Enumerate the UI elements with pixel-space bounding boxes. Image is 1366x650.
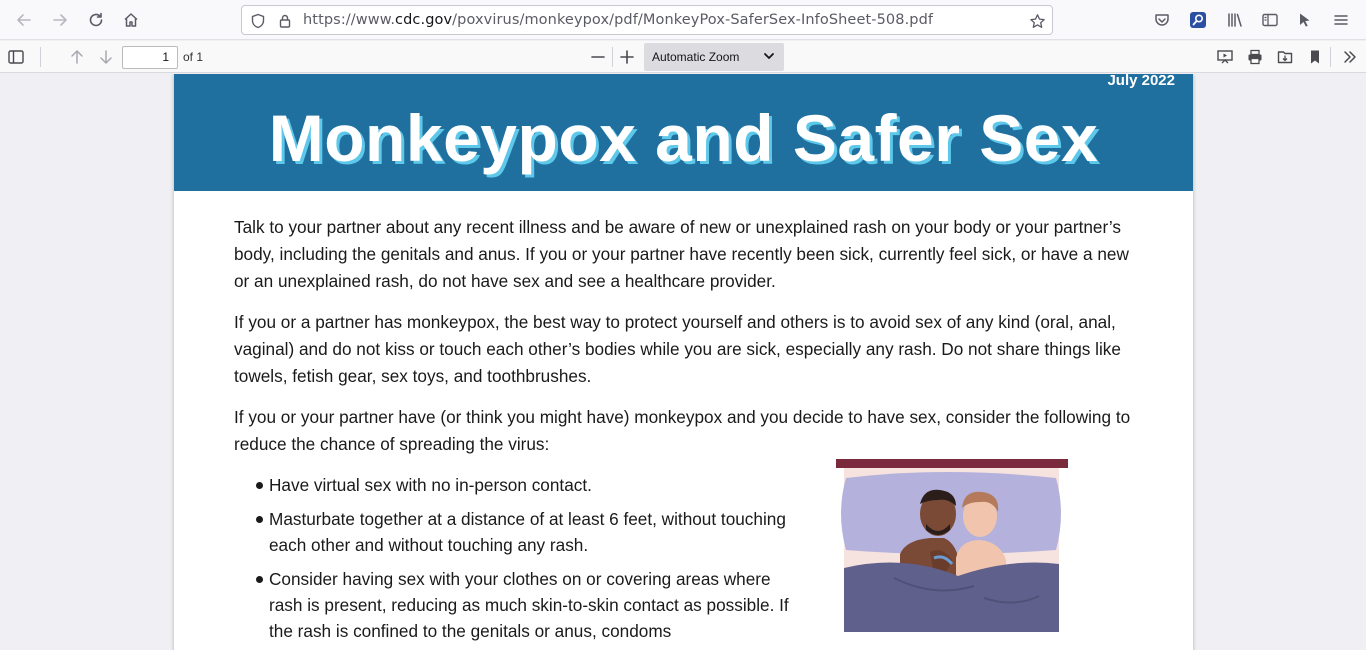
toolbar-separator	[1330, 47, 1331, 67]
zoom-select[interactable]	[644, 43, 784, 71]
list-item: Consider having sex with your clothes on or covering areas where rash is present, reducing as much skin-to-skin contact as possible. If the rash is confined to the genitals or anus, condoms	[254, 566, 794, 645]
url-prefix: https://www.	[303, 12, 396, 28]
couple-in-bed-illustration	[834, 458, 1070, 632]
browser-navbar	[0, 0, 1366, 40]
page-number-input[interactable]: 1	[122, 46, 178, 69]
title-banner	[174, 74, 1193, 191]
list-item: Have virtual sex with no in-person contact.	[254, 472, 794, 498]
pdf-sidebar-toggle-icon[interactable]	[5, 46, 27, 68]
cursor-pointer-icon[interactable]	[1293, 8, 1317, 32]
toolbar-separator	[612, 47, 613, 67]
zoom-in-icon[interactable]	[616, 46, 638, 68]
page-count-label: of 1	[183, 50, 204, 64]
library-icon[interactable]	[1223, 8, 1247, 32]
presentation-mode-icon[interactable]	[1214, 46, 1236, 68]
paragraph-3: If you or your partner have (or think you might have) monkeypox and you decide to have sex, consider the following to reduce the chance of spreading the virus:	[234, 407, 1131, 454]
zoom-select-label: Automatic Zoom	[652, 50, 740, 64]
previous-page-icon[interactable]	[66, 46, 88, 68]
next-page-icon[interactable]	[95, 46, 117, 68]
forward-arrow-icon[interactable]	[48, 8, 72, 32]
list-item: Masturbate together at a distance of at least 6 feet, without touching each other and without touching any rash.	[254, 506, 794, 559]
reload-icon[interactable]	[84, 8, 108, 32]
zoom-out-icon[interactable]	[587, 46, 609, 68]
chevron-down-icon	[763, 50, 775, 65]
home-icon[interactable]	[119, 8, 143, 32]
document-title: Monkeypox and Safer Sex	[268, 101, 1099, 175]
url-path: /poxvirus/monkeypox/pdf/MonkeyPox-SaferSex-InfoSheet-508.pdf	[452, 12, 934, 28]
pdf-toolbar	[0, 41, 1366, 73]
bullet-list	[254, 472, 794, 650]
bookmark-star-icon[interactable]	[1027, 11, 1047, 31]
tracking-shield-icon[interactable]	[248, 11, 268, 31]
bookmark-icon[interactable]	[1304, 46, 1326, 68]
url-text[interactable]	[303, 12, 933, 28]
hamburger-menu-icon[interactable]	[1329, 8, 1353, 32]
pdf-page	[174, 74, 1193, 650]
print-icon[interactable]	[1244, 46, 1266, 68]
lock-icon[interactable]	[275, 11, 295, 31]
sidebar-toggle-icon[interactable]	[1258, 8, 1282, 32]
extension-search-icon[interactable]	[1186, 8, 1210, 32]
document-date: July 2022	[1107, 74, 1175, 89]
paragraph-2: If you or a partner has monkeypox, the best way to protect yourself and others is to avoid sex of any kind (oral, anal, vaginal) and do not kiss or touch each other’s bodies while you are sick, especially any rash. Do not share things like towels, fetish gear, sex toys, and toothbrushes.	[234, 312, 1121, 386]
pocket-icon[interactable]	[1150, 8, 1174, 32]
save-icon[interactable]	[1274, 46, 1296, 68]
toolbar-separator	[40, 47, 41, 67]
url-host: cdc.gov	[395, 12, 453, 28]
back-arrow-icon[interactable]	[12, 8, 36, 32]
pdf-viewer[interactable]	[0, 74, 1366, 650]
url-bar[interactable]	[241, 5, 1053, 35]
tools-chevron-icon[interactable]	[1339, 46, 1361, 68]
paragraph-1: Talk to your partner about any recent illness and be aware of new or unexplained rash on your body or your partner’s body, including the genitals and anus. If you or your partner have recently been sick, currently feel sick, or have a new or an unexplained rash, do not have sex and see a healthcare provider.	[234, 217, 1129, 291]
